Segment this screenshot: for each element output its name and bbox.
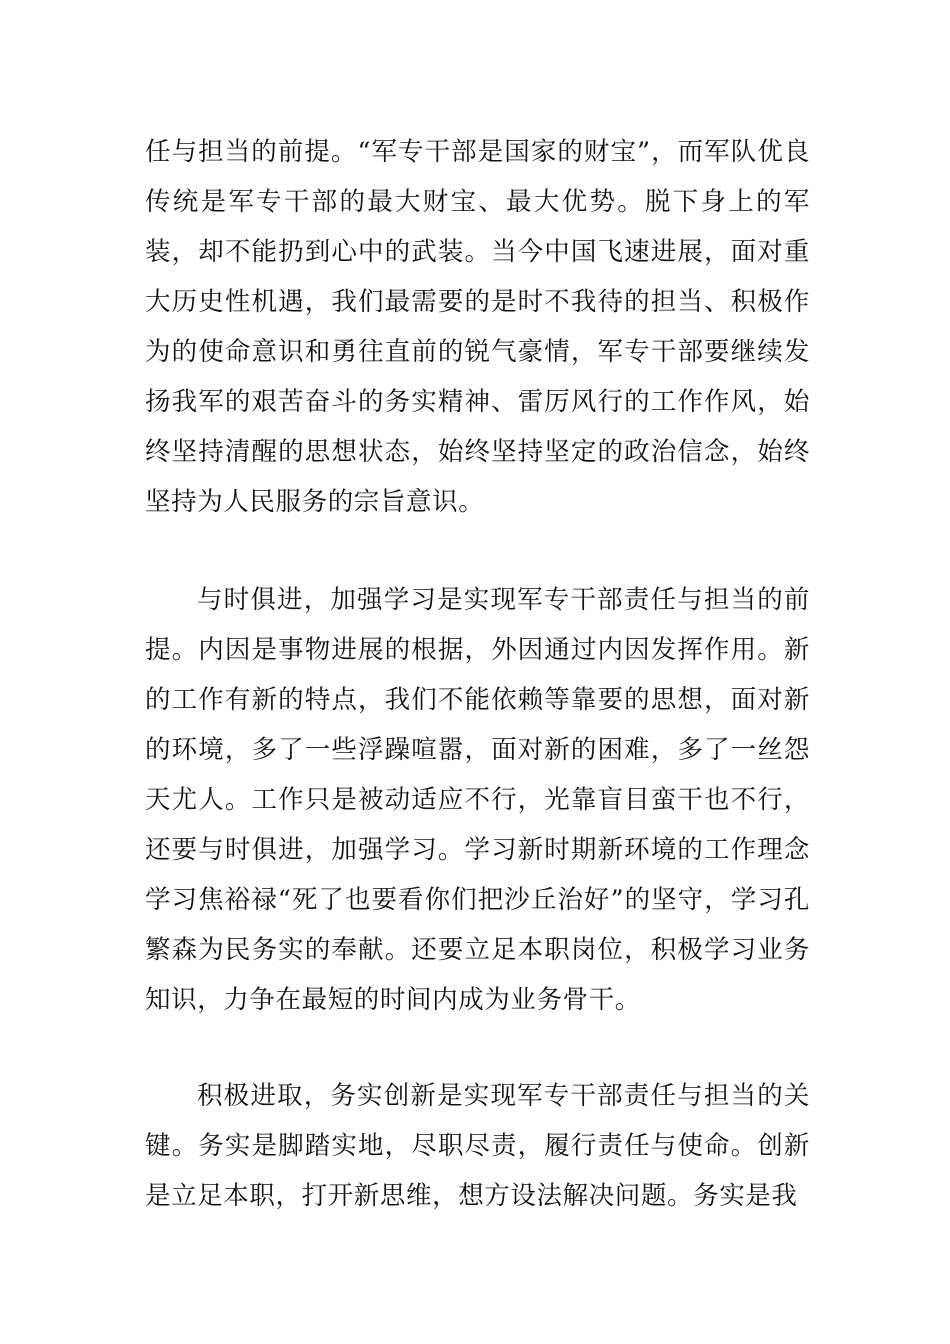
paragraph-3: 积极进取，务实创新是实现军专干部责任与担当的关键。务实是脚踏实地，尽职尽责，履行责任与使命。创新是立足本职，打开新思维，想方设法解决问题。务实是我 [145,1081,810,1211]
paragraph-1: 任与担当的前提。“军专干部是国家的财宝”，而军队优良传统是军专干部的最大财宝、最大优势。脱下身上的军装，却不能扔到心中的武装。当今中国飞速进展，面对重大历史性机遇，我们最需要的是时不我待的担当、积极作为的使命意识和勇往直前的锐气豪情，军专干部要继续发扬我军的艰苦奋斗的务实精神、雷厉风行的工作作风，始终坚持清醒的思想状态，始终坚持坚定的政治信念，始终坚持为人民服务的宗旨意识。 [145,137,810,517]
paragraph-2: 与时俱进，加强学习是实现军专干部责任与担当的前提。内因是事物进展的根据，外因通过内因发挥作用。新的工作有新的特点，我们不能依赖等靠要的思想，面对新的环境，多了一些浮躁喧嚣，面对新的困难，多了一丝怨天尤人。工作只是被动适应不行，光靠盲目蛮干也不行，还要与时俱进，加强学习。学习新时期新环境的工作理念学习焦裕禄“死了也要看你们把沙丘治好”的坚守，学习孔繁森为民务实的奉献。还要立足本职岗位，积极学习业务知识，力争在最短的时间内成为业务骨干。 [145,585,810,1015]
